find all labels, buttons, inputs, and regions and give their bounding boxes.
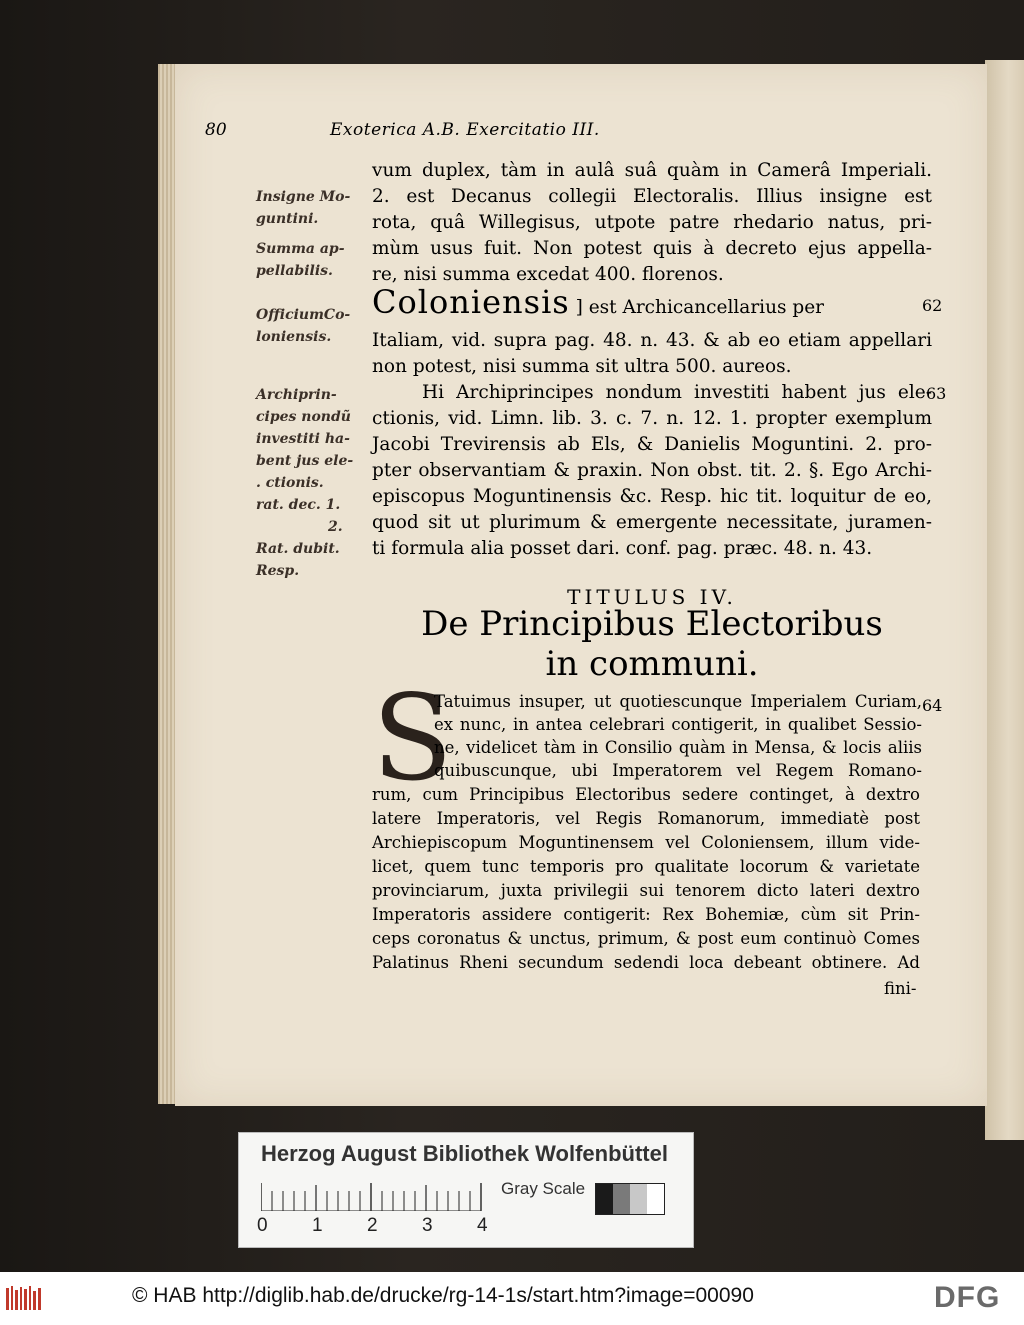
- text-line: rum, cum Principibus Electoribus sedere continget, à dextro: [372, 785, 920, 804]
- text-line: ctionis, vid. Limn. lib. 3. c. 7. n. 12. 1. propter exemplum: [372, 408, 932, 429]
- text-line: ceps coronatus & unctus, primum, & post eum continuò Comes: [372, 929, 920, 948]
- margin-note-line: Archiprin-: [256, 387, 337, 403]
- text-line: ex nunc, in antea celebrari contigerit, in qualibet Sessio-: [434, 715, 922, 734]
- text-line: Archiepiscopum Moguntinensem vel Coloniensem, illum vide-: [372, 833, 920, 852]
- margin-note-officium: [256, 304, 350, 348]
- ruler-number: 0: [257, 1215, 268, 1236]
- margin-note-line: pellabilis.: [256, 263, 333, 279]
- viewer-footer: [0, 1272, 1024, 1325]
- gray-patch: [647, 1184, 664, 1214]
- gray-patch: [630, 1184, 647, 1214]
- body-text-top: [372, 158, 932, 288]
- paragraph-full: [372, 783, 920, 975]
- page-number: 80: [205, 120, 227, 140]
- text-line: Palatinus Rheni secundum sedendi loca debeant obtinere. Ad: [372, 953, 920, 972]
- margin-note-archiprincipes: [256, 384, 353, 582]
- gray-patch: [613, 1184, 630, 1214]
- text-line: pter observantiam & praxin. Non obst. tit. 2. §. Ego Archi-: [372, 460, 932, 481]
- library-name: Herzog August Bibliothek Wolfenbüttel: [261, 1141, 668, 1166]
- paragraph-indented: [434, 690, 922, 782]
- margin-note-line: loniensis.: [256, 329, 332, 345]
- text-line: episcopus Moguntinensis &c. Resp. hic tit. loquitur de eo,: [372, 486, 932, 507]
- margin-note-line: . ctionis.: [256, 475, 324, 491]
- text-line: non potest, nisi summa sit ultra 500. aureos.: [372, 356, 792, 377]
- side-number-62: 62: [922, 296, 943, 315]
- gray-patch: [596, 1184, 613, 1214]
- coloniensis-word: Coloniensis: [372, 283, 570, 321]
- dropcap-letter: S: [372, 669, 453, 807]
- ruler-number: 2: [367, 1215, 378, 1236]
- running-head-title: Exoterica A.B. Exercitatio III.: [330, 120, 600, 140]
- side-number-63: 63: [926, 384, 947, 403]
- gray-scale-patches: [595, 1183, 665, 1215]
- margin-note-line: 2.: [328, 519, 343, 535]
- margin-note-line: bent jus ele-: [256, 453, 354, 469]
- text-line: Tatuimus insuper, ut quotiescunque Imperialem Curiam,: [434, 692, 922, 711]
- coloniensis-rest: ] est Archicancellarius per: [575, 297, 825, 318]
- ruler-scale: [261, 1181, 491, 1211]
- text-line: quibuscunque, ubi Imperatorem vel Regem Romano-: [434, 761, 922, 780]
- margin-note-line: investiti ha-: [256, 431, 350, 447]
- text-line: vum duplex, tàm in aulâ suâ quàm in Camerâ Imperiali.: [372, 160, 932, 181]
- facing-page-edge: [985, 60, 1024, 1140]
- ruler-number: 1: [312, 1215, 323, 1236]
- titulus-heading: TITULUS IV.: [567, 585, 737, 609]
- text-line: Hi Archiprincipes nondum investiti habent jus ele-: [422, 382, 932, 403]
- text-line: rota, quâ Willegisus, utpote patre rhedario natus, pri-: [372, 212, 932, 233]
- margin-note-line: Rat. dubit.: [256, 541, 340, 557]
- text-line: 2. est Decanus collegii Electoralis. Illius insigne est: [372, 186, 932, 207]
- text-line: latere Imperatoris, vel Regis Romanorum, immediatè post: [372, 809, 920, 828]
- side-number-64: 64: [922, 696, 943, 715]
- ruler-number: 3: [422, 1215, 433, 1236]
- copyright-url[interactable]: © HAB http://diglib.hab.de/drucke/rg-14-1s/start.htm?image=00090: [132, 1284, 754, 1307]
- margin-note-line: cipes nondũ: [256, 409, 351, 425]
- margin-note-line: rat. dec. 1.: [256, 497, 341, 513]
- margin-note-line: Insigne Mo-: [256, 189, 351, 205]
- section-heading-line: De Principibus Electoribus: [421, 604, 883, 644]
- text-line: Italiam, vid. supra pag. 48. n. 43. & ab eo etiam appellari: [372, 330, 932, 351]
- margin-note-summa: [256, 238, 345, 282]
- text-line: quod sit ut plurimum & emergente necessitate, juramen-: [372, 512, 932, 533]
- ruler-number: 4: [477, 1215, 488, 1236]
- body-text-mid: [372, 328, 932, 562]
- text-line: ti formula alia posset dari. conf. pag. præc. 48. n. 43.: [372, 538, 873, 559]
- text-line: Imperatoris assidere contigerit: Rex Bohemiæ, cùm sit Prin-: [372, 905, 920, 924]
- text-line: provinciarum, juxta privilegii sui tenorem dicto lateri dextro: [372, 881, 920, 900]
- text-line: ne, videlicet tàm in Consilio quàm in Mensa, & locis aliis: [434, 738, 922, 757]
- coloniensis-line: [372, 282, 932, 328]
- margin-note-line: Summa ap-: [256, 241, 345, 257]
- dfg-logo[interactable]: DFG: [934, 1281, 1001, 1314]
- text-line: re, nisi summa excedat 400. florenos.: [372, 264, 724, 285]
- margin-note-line: OfficiumCo-: [256, 307, 351, 323]
- margin-note-line: guntini.: [256, 211, 319, 227]
- section-heading-line: in communi.: [545, 644, 759, 684]
- section-heading: [372, 604, 932, 684]
- gray-scale-label: Gray Scale: [501, 1179, 586, 1198]
- text-line: licet, quem tunc temporis pro qualitate locorum & varietate: [372, 857, 920, 876]
- library-color-card: [238, 1132, 694, 1248]
- hab-barcode-icon[interactable]: [6, 1286, 42, 1310]
- margin-note-insigne: [256, 186, 350, 230]
- text-line: mùm usus fuit. Non potest quis à decreto ejus appella-: [372, 238, 932, 259]
- catchword: fini-: [884, 979, 917, 998]
- margin-note-line: Resp.: [256, 563, 300, 579]
- text-line: Jacobi Trevirensis ab Els, & Danielis Moguntini. 2. pro-: [372, 434, 932, 455]
